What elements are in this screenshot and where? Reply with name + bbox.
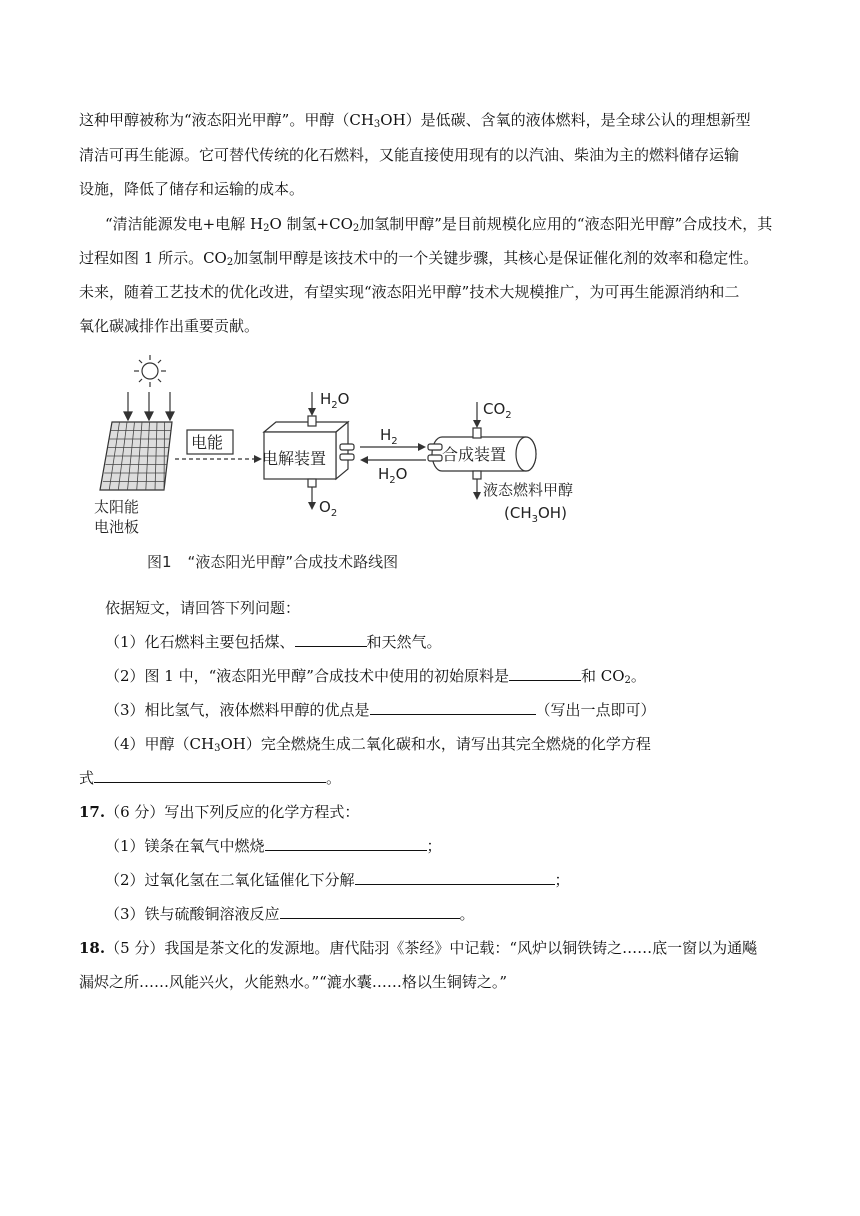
- h2o-return-label: $H_2O$: [378, 465, 408, 486]
- o2-output-label: $O_2$: [319, 498, 338, 519]
- question-2: （2）图 1 中，“液态阳光甲醇”合成技术中使用的初始原料是 和 $CO_2$。: [105, 667, 646, 686]
- power-label: 电能: [191, 433, 224, 452]
- solar-panel-label-2: 电池板: [94, 518, 140, 536]
- methanol-formula-label: $(CH_3OH)$: [504, 504, 567, 525]
- paragraph-2-line-3: 未来，随着工艺技术的优化改进，有望实现“液态阳光甲醇”技术大规模推广，为可再生能源消纳和二: [79, 283, 740, 301]
- h2o-input-label: $H_2O$: [320, 390, 350, 411]
- h2o-input-arrow: [308, 392, 316, 416]
- question-4-line-2: 式 。: [79, 769, 342, 787]
- questions-intro: 依据短文，请回答下列问题：: [105, 599, 301, 617]
- figure-caption-text: “液态阳光甲醇”合成技术路线图: [187, 553, 399, 571]
- question-17-2: （2）过氧化氢在二氧化锰催化下分解 ；: [105, 871, 570, 889]
- answer-blank-17-1[interactable]: [265, 836, 427, 851]
- question-4-line-1: （4）甲醇$(CH_3OH)$完全燃烧生成二氧化碳和水，请写出其完全燃烧的化学方程: [105, 735, 651, 754]
- question-3: （3）相比氢气，液体燃料甲醇的优点是 （写出一点即可）: [105, 701, 656, 719]
- answer-blank-2[interactable]: [509, 666, 581, 681]
- answer-blank-17-2[interactable]: [355, 870, 555, 885]
- figure-caption: [147, 551, 398, 572]
- methanol-output-arrow: [473, 479, 481, 500]
- h2o-return-arrow: [360, 456, 426, 464]
- answer-blank-4[interactable]: [94, 768, 326, 783]
- paragraph-1-line-1: 这种甲醇被称为“液态阳光甲醇”。甲醇$(CH_3OH)$是低碳、含氧的液体燃料，是全球公认的理想新型: [79, 111, 751, 130]
- synthesis-label: 合成装置: [442, 445, 507, 464]
- paragraph-2-line-4: 氧化碳减排作出重要贡献。: [79, 317, 260, 335]
- question-1: （1）化石燃料主要包括煤、 和天然气。: [105, 633, 442, 651]
- h2-flow-label: $H_2$: [380, 426, 398, 447]
- paragraph-2-line-1: “清洁能源发电+电解 $H_2O$ 制氢$+CO_2$加氢制甲醇”是目前规模化应用的“液态阳光甲醇”合成技术，其: [105, 215, 773, 234]
- electrolysis-label: 电解装置: [262, 449, 327, 468]
- answer-blank-3[interactable]: [370, 700, 536, 715]
- liquid-fuel-label: 液态燃料甲醇: [483, 481, 574, 499]
- question-18-line-2: 漏烬之所……风能兴火，火能熟水。”“漉水囊……格以生铜铸之。”: [79, 973, 508, 991]
- o2-output-arrow: [308, 487, 316, 510]
- sun-icon: [134, 355, 166, 387]
- co2-input-arrow: [473, 402, 481, 428]
- figure-number: 图1: [147, 553, 172, 571]
- co2-input-label: $CO_2$: [483, 400, 512, 421]
- question-18-line-1: 18.（5 分）我国是茶文化的发源地。唐代陆羽《茶经》中记载：“风炉以铜铁铸之……底一窗以为通飚: [79, 939, 758, 957]
- sunlight-arrows: [124, 392, 174, 420]
- solar-panel-label-1: 太阳能: [94, 498, 140, 516]
- paragraph-1-line-2: 清洁可再生能源。它可替代传统的化石燃料，又能直接使用现有的以汽油、柴油为主的燃料储存运输: [79, 146, 740, 164]
- power-arrowhead: [254, 455, 262, 463]
- question-17: 17.（6 分）写出下列反应的化学方程式：: [79, 803, 360, 821]
- synthesis-route-diagram: [90, 352, 610, 577]
- paragraph-2-line-2: 过程如图 1 所示。$CO_2$加氢制甲醇是该技术中的一个关键步骤，其核心是保证催化剂的效率和稳定性。: [79, 249, 759, 268]
- answer-blank-1[interactable]: [295, 632, 367, 647]
- paragraph-1-line-3: 设施，降低了储存和运输的成本。: [79, 180, 305, 198]
- answer-blank-17-3[interactable]: [280, 904, 460, 919]
- question-17-1: （1）镁条在氧气中燃烧 ；: [105, 837, 442, 855]
- solar-panel-icon: [100, 422, 172, 490]
- question-17-3: （3）铁与硫酸铜溶液反应 。: [105, 905, 475, 923]
